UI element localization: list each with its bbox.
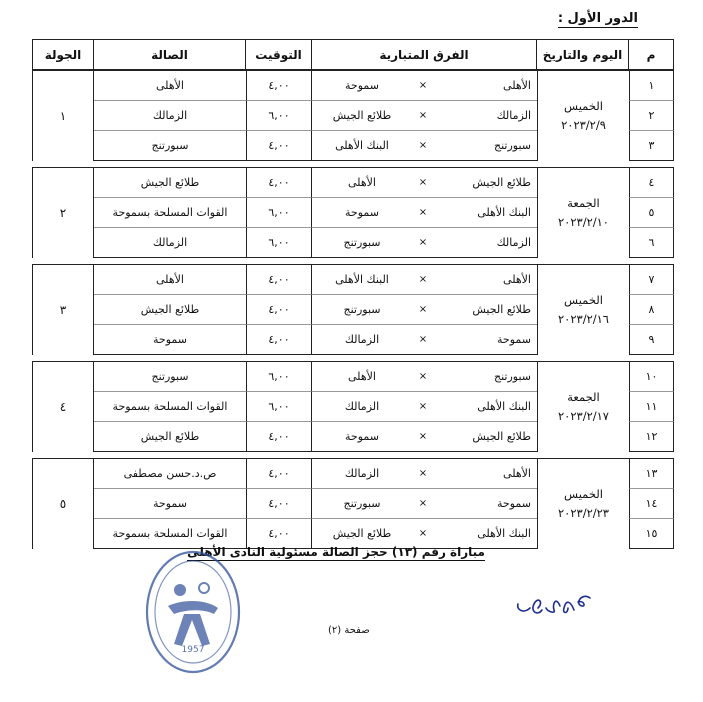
versus-mark: × xyxy=(412,489,434,519)
match-number: ١٤ xyxy=(629,489,674,519)
away-team: سموحة xyxy=(312,422,412,452)
round-group xyxy=(32,458,674,549)
header-day: اليوم والتاريخ xyxy=(537,39,629,70)
round-group xyxy=(32,167,674,258)
schedule-table xyxy=(32,39,674,549)
match-hall: طلائع الجيش xyxy=(94,422,246,452)
away-team: طلائع الجيش xyxy=(312,101,412,131)
versus-mark: × xyxy=(412,325,434,355)
versus-mark: × xyxy=(412,131,434,161)
header-round: الجولة xyxy=(32,39,94,70)
home-team: طلائع الجيش xyxy=(434,422,537,452)
match-row xyxy=(32,167,674,198)
match-number: ١٢ xyxy=(629,422,674,452)
match-time: ٦,٠٠ xyxy=(246,198,312,228)
match-hall: سموحة xyxy=(94,325,246,355)
home-team: سبورتنج xyxy=(434,131,537,161)
day-date-cell xyxy=(537,70,629,161)
versus-mark: × xyxy=(412,422,434,452)
home-team: سموحة xyxy=(434,325,537,355)
match-time: ٦,٠٠ xyxy=(246,392,312,422)
versus-mark: × xyxy=(412,167,434,198)
match-row xyxy=(32,264,674,295)
match-number: ٢ xyxy=(629,101,674,131)
day-date-cell xyxy=(537,361,629,452)
match-number: ١١ xyxy=(629,392,674,422)
match-time: ٤,٠٠ xyxy=(246,458,312,489)
match-hall: سموحة xyxy=(94,489,246,519)
versus-mark: × xyxy=(412,392,434,422)
day-name: الخميس xyxy=(564,487,603,501)
match-hall: سبورتنج xyxy=(94,131,246,161)
match-date: ٢٠٢٣/٢/١٦ xyxy=(558,312,609,326)
home-team: طلائع الجيش xyxy=(434,295,537,325)
match-time: ٤,٠٠ xyxy=(246,167,312,198)
away-team: سبورتنج xyxy=(312,489,412,519)
match-date: ٢٠٢٣/٢/١٧ xyxy=(558,409,609,423)
match-number: ١٣ xyxy=(629,458,674,489)
match-hall: طلائع الجيش xyxy=(94,295,246,325)
match-hall: القوات المسلحة بسموحة xyxy=(94,198,246,228)
header-hall: الصالة xyxy=(94,39,246,70)
day-name: الجمعة xyxy=(567,390,600,404)
home-team: البنك الأهلى xyxy=(434,198,537,228)
home-team: الأهلى xyxy=(434,264,537,295)
home-team: الزمالك xyxy=(434,101,537,131)
home-team: البنك الأهلى xyxy=(434,392,537,422)
home-team: الزمالك xyxy=(434,228,537,258)
away-team: الأهلى xyxy=(312,167,412,198)
header-num: م xyxy=(629,39,674,70)
round-number: ٥ xyxy=(32,458,94,549)
match-time: ٤,٠٠ xyxy=(246,422,312,452)
header-row xyxy=(32,39,674,70)
home-team: سبورتنج xyxy=(434,361,537,392)
round-number: ١ xyxy=(32,70,94,161)
match-number: ٩ xyxy=(629,325,674,355)
match-hall: القوات المسلحة بسموحة xyxy=(94,519,246,549)
away-team: البنك الأهلى xyxy=(312,131,412,161)
match-number: ١ xyxy=(629,70,674,101)
match-time: ٦,٠٠ xyxy=(246,228,312,258)
home-team: الأهلى xyxy=(434,70,537,101)
match-row xyxy=(32,458,674,489)
footnote: مباراة رقم (١٣) حجز الصالة مسئولية النادى الأهلى xyxy=(187,545,485,559)
match-hall: القوات المسلحة بسموحة xyxy=(94,392,246,422)
match-time: ٦,٠٠ xyxy=(246,101,312,131)
header-teams: الفرق المتبارية xyxy=(312,39,537,70)
round-number: ٢ xyxy=(32,167,94,258)
match-number: ٨ xyxy=(629,295,674,325)
match-number: ٥ xyxy=(629,198,674,228)
page-number: صفحة (٢) xyxy=(328,625,370,636)
home-team: البنك الأهلى xyxy=(434,519,537,549)
versus-mark: × xyxy=(412,228,434,258)
club-seal xyxy=(144,548,242,676)
match-date: ٢٠٢٣/٢/٢٣ xyxy=(558,506,609,520)
day-name: الخميس xyxy=(564,99,603,113)
match-number: ٧ xyxy=(629,264,674,295)
match-number: ٦ xyxy=(629,228,674,258)
match-number: ١٠ xyxy=(629,361,674,392)
svg-text:1957: 1957 xyxy=(181,645,205,655)
round-number: ٣ xyxy=(32,264,94,355)
match-hall: الزمالك xyxy=(94,228,246,258)
match-hall: طلائع الجيش xyxy=(94,167,246,198)
away-team: البنك الأهلى xyxy=(312,264,412,295)
match-hall: الزمالك xyxy=(94,101,246,131)
away-team: الأهلى xyxy=(312,361,412,392)
match-time: ٤,٠٠ xyxy=(246,325,312,355)
round-group xyxy=(32,70,674,161)
away-team: الزمالك xyxy=(312,325,412,355)
match-time: ٤,٠٠ xyxy=(246,70,312,101)
match-time: ٤,٠٠ xyxy=(246,519,312,549)
match-number: ١٥ xyxy=(629,519,674,549)
versus-mark: × xyxy=(412,101,434,131)
match-row xyxy=(32,361,674,392)
day-date-cell xyxy=(537,264,629,355)
away-team: طلائع الجيش xyxy=(312,519,412,549)
away-team: الزمالك xyxy=(312,392,412,422)
match-hall: ص.د.حسن مصطفى xyxy=(94,458,246,489)
match-time: ٤,٠٠ xyxy=(246,489,312,519)
match-time: ٦,٠٠ xyxy=(246,361,312,392)
header-time: التوقيت xyxy=(246,39,312,70)
away-team: سموحة xyxy=(312,198,412,228)
away-team: الزمالك xyxy=(312,458,412,489)
versus-mark: × xyxy=(412,458,434,489)
match-time: ٤,٠٠ xyxy=(246,295,312,325)
versus-mark: × xyxy=(412,295,434,325)
versus-mark: × xyxy=(412,70,434,101)
home-team: طلائع الجيش xyxy=(434,167,537,198)
signature xyxy=(512,590,594,622)
match-hall: الأهلى xyxy=(94,264,246,295)
home-team: سموحة xyxy=(434,489,537,519)
versus-mark: × xyxy=(412,519,434,549)
day-name: الخميس xyxy=(564,293,603,307)
versus-mark: × xyxy=(412,361,434,392)
home-team: الأهلى xyxy=(434,458,537,489)
round-group xyxy=(32,361,674,452)
away-team: سموحة xyxy=(312,70,412,101)
match-date: ٢٠٢٣/٢/١٠ xyxy=(558,215,609,229)
match-hall: سبورتنج xyxy=(94,361,246,392)
day-date-cell xyxy=(537,458,629,549)
away-team: سبورتنج xyxy=(312,228,412,258)
match-time: ٤,٠٠ xyxy=(246,264,312,295)
day-date-cell xyxy=(537,167,629,258)
match-hall: الأهلى xyxy=(94,70,246,101)
away-team: سبورتنج xyxy=(312,295,412,325)
day-name: الجمعة xyxy=(567,196,600,210)
match-row xyxy=(32,70,674,101)
versus-mark: × xyxy=(412,198,434,228)
match-time: ٤,٠٠ xyxy=(246,131,312,161)
match-number: ٤ xyxy=(629,167,674,198)
versus-mark: × xyxy=(412,264,434,295)
round-heading: الدور الأول : xyxy=(557,11,638,26)
round-group xyxy=(32,264,674,355)
match-date: ٢٠٢٣/٢/٩ xyxy=(561,118,606,132)
match-number: ٣ xyxy=(629,131,674,161)
round-number: ٤ xyxy=(32,361,94,452)
